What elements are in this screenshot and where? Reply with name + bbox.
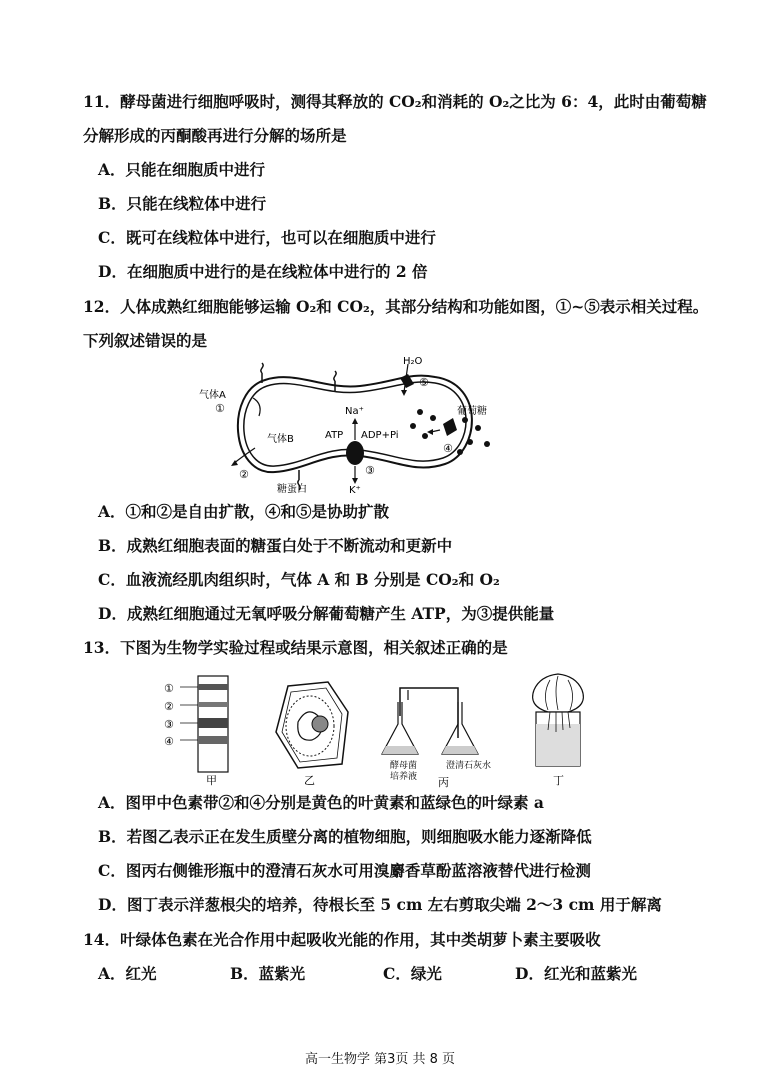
label-yeast-1: 酵母菌	[390, 761, 418, 771]
q11-option-a: A．只能在细胞质中进行	[98, 160, 266, 179]
q13-option-b: B．若图乙表示正在发生质壁分离的植物细胞，则细胞吸水能力逐渐降低	[98, 827, 592, 846]
label-ding: 丁	[553, 774, 564, 787]
band-2: ②	[164, 700, 174, 713]
q13-option-a: A．图甲中色素带②和④分别是黄色的叶黄素和蓝绿色的叶绿素 a	[98, 793, 544, 812]
q14-option-b: B．蓝紫光	[230, 964, 306, 983]
q11-option-c: C．既可在线粒体中进行，也可以在细胞质中进行	[98, 228, 436, 247]
q12-option-d: D．成熟红细胞通过无氧呼吸分解葡萄糖产生 ATP，为③提供能量	[98, 604, 555, 623]
q11-stem-line2: 分解形成的丙酮酸再进行分解的场所是	[83, 126, 347, 145]
q13-option-c: C．图丙右侧锥形瓶中的澄清石灰水可用溴麝香草酚蓝溶液替代进行检测	[98, 861, 591, 880]
band-1: ①	[164, 682, 174, 695]
q13-stem-line1: 13．下图为生物学实验过程或结果示意图，相关叙述正确的是	[83, 638, 508, 657]
label-k: K⁺	[349, 485, 361, 494]
label-n4: ④	[443, 442, 453, 455]
q14-stem-line1: 14．叶绿体色素在光合作用中起吸收光能的作用，其中类胡萝卜素主要吸收	[83, 930, 601, 949]
q12-option-b: B．成熟红细胞表面的糖蛋白处于不断流动和更新中	[98, 536, 453, 555]
label-water: H₂O	[403, 356, 423, 367]
label-n1: ①	[215, 402, 225, 415]
q12-stem-line1: 12．人体成熟红细胞能够运输 O₂和 CO₂，其部分结构和功能如图，①~⑤表示相关过程。	[83, 297, 709, 316]
label-gas-a: 气体A	[199, 390, 226, 401]
label-limewater: 澄清石灰水	[446, 761, 492, 771]
label-bing: 丙	[438, 776, 449, 788]
band-4: ④	[164, 735, 174, 748]
q12-option-c: C．血液流经肌肉组织时，气体 A 和 B 分别是 CO₂和 O₂	[98, 570, 500, 589]
label-jia: 甲	[206, 774, 217, 787]
band-3: ③	[164, 718, 174, 731]
q14-option-a: A．红光	[98, 964, 157, 983]
label-glucose: 葡萄糖	[457, 406, 487, 417]
q11-stem-line1: 11．酵母菌进行细胞呼吸时，测得其释放的 CO₂和消耗的 O₂之比为 6：4，此时由葡萄糖	[83, 92, 707, 111]
q14-option-c: C．绿光	[383, 964, 442, 983]
page-footer: 高一生物学 第3页 共 8 页	[304, 1052, 456, 1067]
label-glycoprotein: 糖蛋白	[277, 484, 307, 494]
label-n5: ⑤	[419, 376, 429, 389]
label-atp: ATP	[325, 430, 344, 441]
q11-option-b: B．只能在线粒体中进行	[98, 194, 267, 213]
q12-stem-line2: 下列叙述错误的是	[83, 331, 208, 350]
label-na: Na⁺	[345, 406, 364, 417]
label-yi: 乙	[304, 774, 315, 787]
label-n2: ②	[239, 468, 249, 481]
q14-option-d: D．红光和蓝紫光	[515, 964, 637, 983]
label-adp: ADP+Pi	[361, 430, 399, 441]
q13-experiment-figure	[158, 672, 608, 788]
label-yeast-2: 培养液	[390, 772, 418, 782]
q12-red-cell-figure	[195, 352, 525, 494]
q13-option-d: D．图丁表示洋葱根尖的培养，待根长至 5 cm 左右剪取尖端 2～3 cm 用于解离	[98, 895, 662, 914]
label-gas-b: 气体B	[267, 434, 294, 445]
q12-option-a: A．①和②是自由扩散，④和⑤是协助扩散	[98, 502, 390, 521]
label-n3: ③	[365, 464, 375, 477]
q11-option-d: D．在细胞质中进行的是在线粒体中进行的 2 倍	[98, 262, 428, 281]
